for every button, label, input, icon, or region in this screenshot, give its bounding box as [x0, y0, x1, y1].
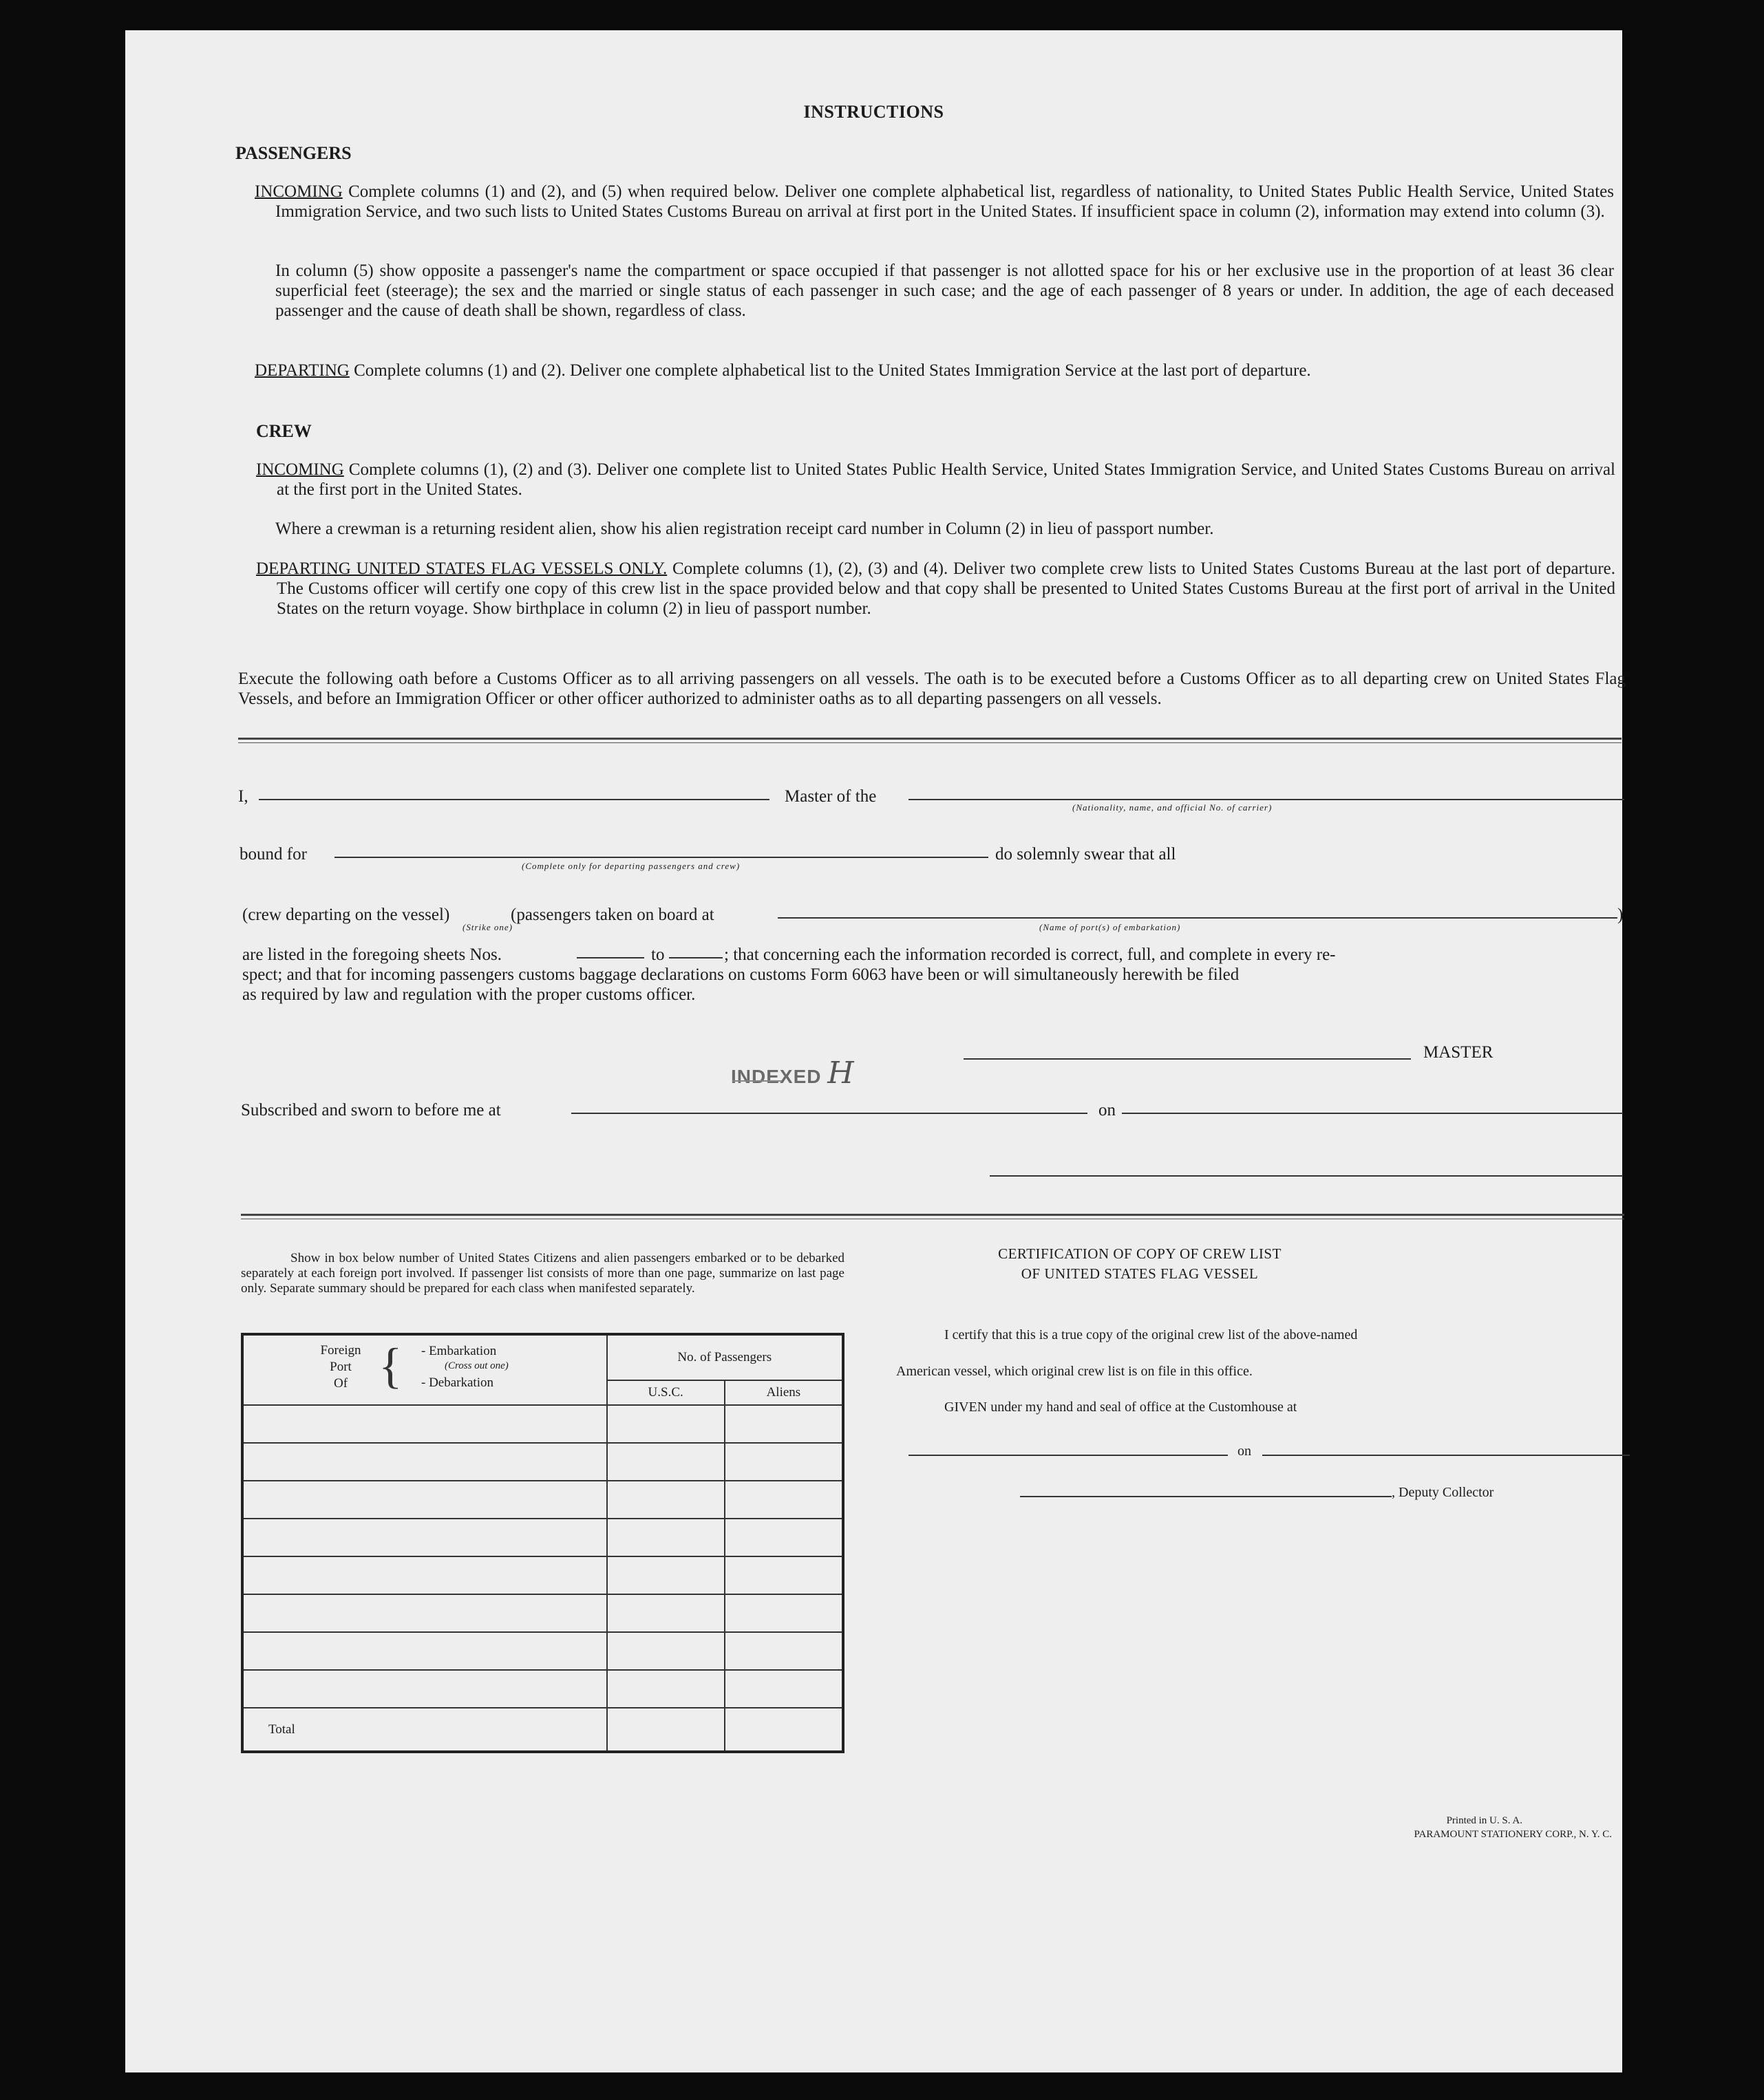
swear-label: do solemnly swear that all: [995, 845, 1176, 864]
close-paren: ): [1617, 906, 1624, 924]
oath-i-label: I,: [238, 787, 248, 806]
aliens-cell[interactable]: [725, 1443, 843, 1481]
customhouse-field[interactable]: [908, 1455, 1228, 1456]
passengers-departing-lead: DEPARTING: [255, 361, 350, 380]
master-of-the-label: Master of the: [785, 787, 877, 806]
table-row: [242, 1481, 843, 1519]
stamp-underline: [732, 1080, 782, 1082]
aliens-header: Aliens: [725, 1380, 843, 1405]
debark-label: - Debarkation: [421, 1375, 493, 1390]
certification-line-1: I certify that this is a true copy of the original crew list of the above-named: [944, 1327, 1358, 1342]
foreign-port-label: Foreign Port Of: [320, 1343, 361, 1391]
certification-on-label: on: [1237, 1444, 1251, 1459]
table-row: [242, 1632, 843, 1670]
passenger-summary-table: [241, 1333, 844, 1753]
ports-caption: (Name of port(s) of embarkation): [1039, 922, 1181, 932]
crew-incoming-paragraph: [256, 460, 1615, 500]
crew-departing-paragraph: [256, 559, 1615, 619]
table-header-row: [242, 1334, 843, 1380]
listed-text-a: are listed in the foregoing sheets Nos.: [242, 945, 502, 964]
printer-name: PARAMOUNT STATIONERY CORP., N. Y. C.: [1414, 1829, 1612, 1840]
usc-cell[interactable]: [607, 1632, 725, 1670]
deputy-signature-field[interactable]: [1020, 1496, 1392, 1497]
passengers-taken-option[interactable]: (passengers taken on board at: [511, 906, 714, 924]
bound-for-field[interactable]: [334, 857, 988, 858]
port-cell[interactable]: [242, 1670, 607, 1708]
embarkation-ports-field[interactable]: [778, 917, 1617, 919]
usc-cell[interactable]: [607, 1519, 725, 1556]
passengers-incoming-lead: INCOMING: [255, 182, 343, 201]
port-cell[interactable]: [242, 1481, 607, 1519]
printed-in-usa: Printed in U. S. A.: [1446, 1815, 1522, 1826]
passengers-incoming-text: Complete columns (1) and (2), and (5) when required below. Deliver one complete alphabetical list, regardless of nationality, to United States Public Health Service, United States Immigration Service, and two such lists to United States Customs Bureau on arrival at first port in the United States. If insufficient space in column (2), information may extend into column (3).: [275, 182, 1614, 221]
brace-glyph: {: [379, 1338, 403, 1393]
crew-departing-lead: DEPARTING UNITED STATES FLAG VESSELS ONLY.: [256, 559, 668, 578]
port-cell[interactable]: [242, 1594, 607, 1632]
oath-intro: Execute the following oath before a Customs Officer as to all arriving passengers on all vessels. The oath is to be executed before a Customs Officer as to all departing crew on United States Flag Vessels, and before an Immigration Officer or other officer authorized to administer oaths as to all departing passengers on all vessels.: [238, 669, 1626, 708]
certification-line-3: GIVEN under my hand and seal of office at the Customhouse at: [944, 1400, 1297, 1415]
total-aliens-cell[interactable]: [725, 1708, 843, 1752]
crew-returning-paragraph: Where a crewman is a returning resident alien, show his alien registration receipt card number in Column (2) in lieu of passport number.: [275, 519, 1214, 538]
indexed-stamp: [731, 1056, 855, 1091]
port-cell[interactable]: [242, 1519, 607, 1556]
aliens-cell[interactable]: [725, 1556, 843, 1594]
passengers-departing-paragraph: [255, 361, 1614, 381]
port-cell[interactable]: [242, 1443, 607, 1481]
total-label: Total: [242, 1708, 607, 1752]
passengers-incoming-paragraph: [255, 182, 1614, 222]
master-name-field[interactable]: [259, 799, 769, 800]
passengers-heading: PASSENGERS: [235, 143, 352, 163]
total-usc-cell[interactable]: [607, 1708, 725, 1752]
certification-title-2: OF UNITED STATES FLAG VESSEL: [1021, 1265, 1259, 1282]
certification-title-1: CERTIFICATION OF COPY OF CREW LIST: [998, 1245, 1282, 1262]
aliens-cell[interactable]: [725, 1670, 843, 1708]
total-row: [242, 1708, 843, 1752]
foreign-port-header: [242, 1334, 607, 1405]
bound-for-caption: (Complete only for departing passengers and crew): [522, 861, 741, 871]
aliens-cell[interactable]: [725, 1632, 843, 1670]
table-row: [242, 1670, 843, 1708]
crew-heading: CREW: [256, 421, 312, 441]
certification-date-field[interactable]: [1262, 1455, 1630, 1456]
table-row: [242, 1443, 843, 1481]
listed-text-d: as required by law and regulation with the proper customs officer.: [242, 985, 696, 1004]
crew-departing-option[interactable]: (crew departing on the vessel): [242, 906, 450, 924]
usc-cell[interactable]: [607, 1594, 725, 1632]
carrier-field[interactable]: [908, 799, 1624, 800]
bound-for-label: bound for: [240, 845, 307, 864]
passengers-departing-text: Complete columns (1) and (2). Deliver one complete alphabetical list to the United States Immigration Service at the last port of departure.: [349, 361, 1311, 380]
sheet-to-field[interactable]: [669, 957, 723, 958]
table-row: [242, 1405, 843, 1443]
master-signature-field[interactable]: [964, 1058, 1411, 1060]
deputy-collector-label: , Deputy Collector: [1392, 1485, 1494, 1500]
usc-cell[interactable]: [607, 1556, 725, 1594]
divider: [238, 738, 1622, 743]
port-cell[interactable]: [242, 1405, 607, 1443]
sworn-location-field[interactable]: [571, 1113, 1087, 1114]
sworn-on-label: on: [1098, 1101, 1116, 1119]
listed-to-label: to: [651, 945, 665, 964]
listed-text-c: spect; and that for incoming passengers customs baggage declarations on customs Form 6063 have been or will simultaneously herewith be filed: [242, 965, 1240, 984]
crew-incoming-text: Complete columns (1), (2) and (3). Deliver one complete list to United States Public Health Service, United States Immigration Service, and United States Customs Bureau on arrival at the first port in the United States.: [277, 460, 1615, 499]
sheet-from-field[interactable]: [577, 957, 644, 958]
listed-text-b: ; that concerning each the information recorded is correct, full, and complete in every re-: [724, 945, 1336, 964]
aliens-cell[interactable]: [725, 1519, 843, 1556]
usc-cell[interactable]: [607, 1443, 725, 1481]
officer-signature-field[interactable]: [990, 1175, 1623, 1177]
aliens-cell[interactable]: [725, 1594, 843, 1632]
port-cell[interactable]: [242, 1632, 607, 1670]
form-page: [125, 30, 1626, 2072]
embark-label: - Embarkation: [421, 1344, 497, 1358]
crew-departing-text: Complete columns (1), (2), (3) and (4). Deliver two complete crew lists to United States Customs Bureau at the last port of departure. The Customs officer will certify one copy of this crew list in the space provided below and that copy shall be presented to United States Customs Bureau at the first port of arrival in the United States on the return voyage. Show birthplace in column (2) in lieu of passport number.: [277, 559, 1616, 618]
nationality-caption: (Nationality, name, and official No. of carrier): [1072, 802, 1273, 813]
table-row: [242, 1556, 843, 1594]
no-passengers-header: No. of Passengers: [607, 1334, 843, 1380]
table-row: [242, 1594, 843, 1632]
crew-incoming-lead: INCOMING: [256, 460, 344, 479]
port-cell[interactable]: [242, 1556, 607, 1594]
cross-out-label: (Cross out one): [445, 1360, 509, 1371]
certification-line-2: American vessel, which original crew list is on file in this office.: [896, 1364, 1253, 1379]
indexed-initial: H: [827, 1056, 855, 1091]
strike-one-caption: (Strike one): [463, 922, 513, 932]
usc-header: U.S.C.: [607, 1380, 725, 1405]
aliens-cell[interactable]: [725, 1481, 843, 1519]
passengers-column5-paragraph: In column (5) show opposite a passenger's name the compartment or space occupied if that passenger is not allotted space for his or her exclusive use in the proportion of at least 36 clear superficial feet (steerage); the sex and the married or single status of each passenger in such case; and the age of each passenger of 8 years or under. In addition, the age of each deceased passenger and the cause of death shall be shown, regardless of class.: [275, 261, 1614, 320]
aliens-cell[interactable]: [725, 1405, 843, 1443]
usc-cell[interactable]: [607, 1481, 725, 1519]
page-title: INSTRUCTIONS: [803, 102, 944, 122]
divider: [241, 1214, 1624, 1219]
table-row: [242, 1519, 843, 1556]
usc-cell[interactable]: [607, 1405, 725, 1443]
sworn-date-field[interactable]: [1122, 1113, 1623, 1114]
master-label: MASTER: [1423, 1043, 1494, 1062]
printer-imprint: [1199, 1814, 1612, 1841]
indexed-stamp-text: INDEXED: [731, 1066, 822, 1087]
summary-instructions: Show in box below number of United States Citizens and alien passengers embarked or to be debarked separately at each foreign port involved. If passenger list consists of more than one page, summarize on last page only. Separate summary should be prepared for each class when manifested separately.: [241, 1251, 844, 1296]
usc-cell[interactable]: [607, 1670, 725, 1708]
subscribed-label: Subscribed and sworn to before me at: [241, 1101, 501, 1119]
